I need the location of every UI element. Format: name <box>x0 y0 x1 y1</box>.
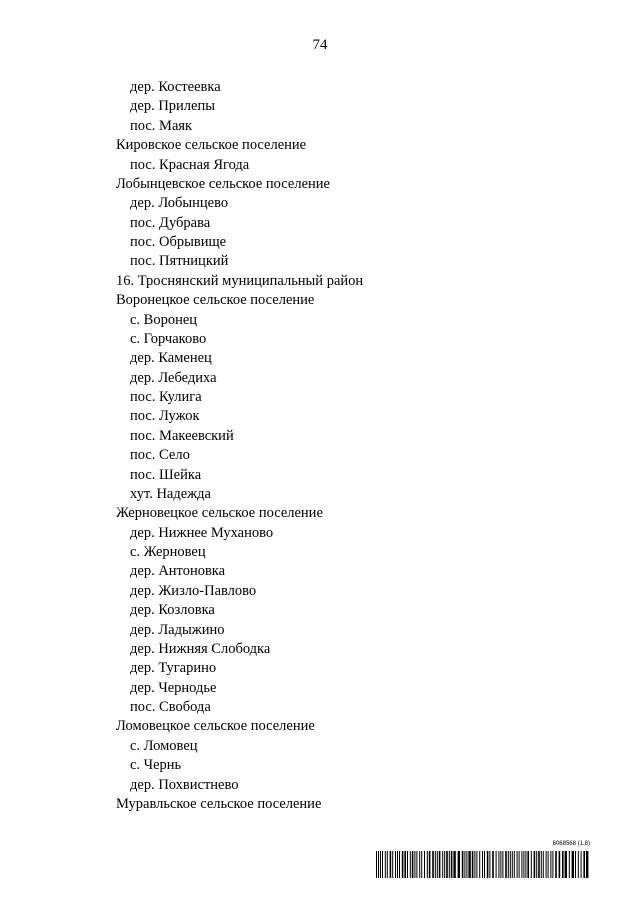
district-heading: Кировское сельское поселение <box>116 137 307 154</box>
settlement-item: дер. Антоновка <box>130 563 226 580</box>
settlement-item: пос. Село <box>130 447 190 464</box>
district-heading: Ломовецкое сельское поселение <box>116 718 315 735</box>
settlement-item: дер. Лебедиха <box>130 369 217 386</box>
settlement-item: дер. Прилепы <box>130 98 215 115</box>
district-heading: 16. Троснянский муниципальный район <box>116 272 364 289</box>
settlement-item: пос. Свобода <box>130 699 211 715</box>
settlement-item: дер. Ладыжино <box>130 621 225 638</box>
settlement-item: пос. Маяк <box>130 117 193 134</box>
settlement-item: с. Воронец <box>130 311 198 328</box>
settlement-item: пос. Макеевский <box>130 427 234 444</box>
settlement-item: дер. Похвистнево <box>130 776 239 793</box>
settlement-item: дер. Жизло-Павлово <box>130 582 257 599</box>
settlement-list <box>116 78 556 814</box>
settlement-item: пос. Обрывище <box>130 234 227 250</box>
settlement-item: дер. Каменец <box>130 350 212 367</box>
settlement-item: с. Чернь <box>130 757 182 774</box>
district-heading: Воронецкое сельское поселение <box>116 292 315 309</box>
district-heading: Муравльское сельское поселение <box>116 795 322 812</box>
settlement-item: дер. Тугарино <box>130 660 217 677</box>
settlement-item: дер. Лобынцево <box>130 195 229 212</box>
settlement-item: дер. Нижнее Муханово <box>130 524 274 541</box>
district-heading: Жерновецкое сельское поселение <box>116 505 323 522</box>
settlement-item: с. Ломовец <box>130 737 198 754</box>
barcode-block <box>376 840 590 880</box>
settlement-item: пос. Лужок <box>130 408 200 425</box>
settlement-item: дер. Козловка <box>130 602 215 619</box>
settlement-item: с. Горчаково <box>130 330 207 347</box>
settlement-item: пос. Пятницкий <box>130 253 229 270</box>
settlement-item: дер. Нижняя Слободка <box>130 640 271 657</box>
settlement-item: пос. Шейка <box>130 466 202 483</box>
settlement-item: дер. Костеевка <box>130 79 221 95</box>
barcode-caption: 6068568 (1.8) <box>552 841 590 847</box>
page-number: 74 <box>312 37 328 53</box>
barcode-icon <box>376 851 590 878</box>
district-heading: Лобынцевское сельское поселение <box>116 175 330 192</box>
settlement-item: пос. Красная Ягода <box>130 156 250 173</box>
settlement-item: с. Жерновец <box>130 544 206 560</box>
settlement-item: пос. Дубрава <box>130 214 211 231</box>
settlement-item: хут. Надежда <box>130 485 211 502</box>
settlement-item: пос. Кулига <box>130 389 202 405</box>
settlement-item: дер. Чернодье <box>130 679 217 696</box>
